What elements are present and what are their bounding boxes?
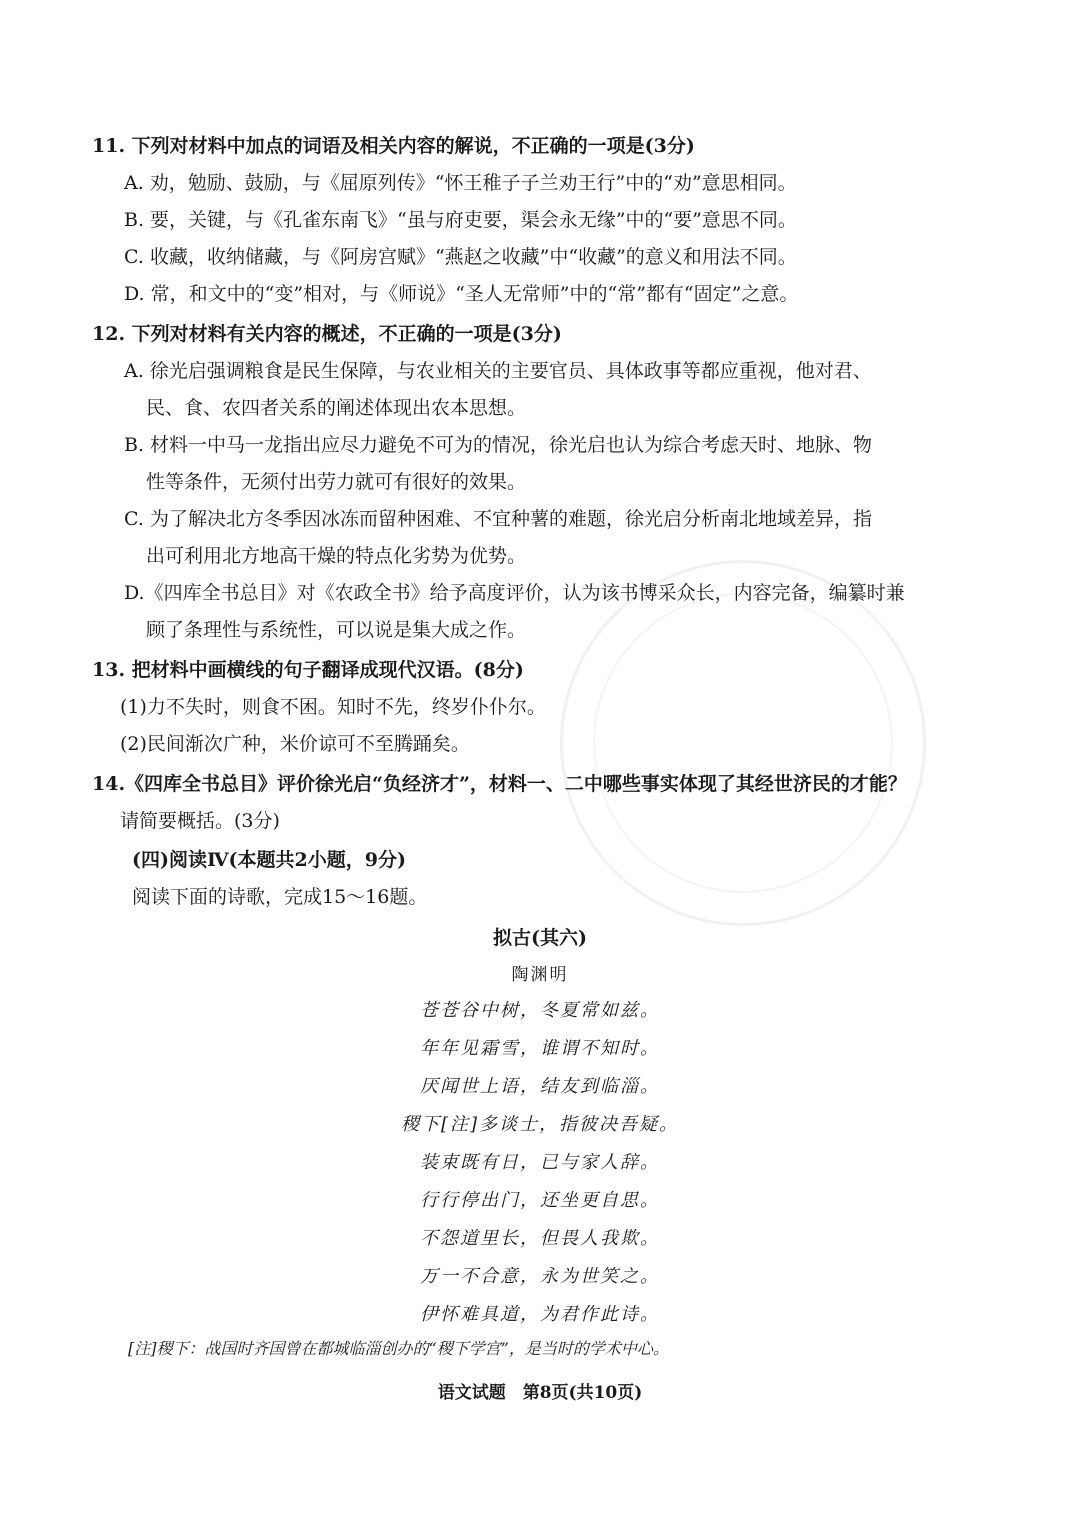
option-b-line-2: 性等条件，无须付出劳力就可有很好的效果。 [146,471,527,493]
question-12-option-b [92,427,952,501]
question-12-option-d [92,575,952,649]
question-11-option-d: D. 常，和文中的“变”相对，与《师说》“圣人无常师”中的“常”都有“固定”之意。 [124,283,799,305]
footnote: [注]稷下：战国时齐国曾在都城临淄创办的“稷下学宫”，是当时的学术中心。 [128,1339,669,1358]
question-12-stem: 12. 下列对材料有关内容的概述，不正确的一项是(3分) [92,323,562,345]
poem-line-6: 行行停出门，还坐更自思。 [420,1190,660,1211]
section-4 [92,842,952,916]
option-a-line-1: A. 徐光启强调粮食是民生保障，与农业相关的主要官员、具体政事等都应重视，他对君、 [124,360,872,382]
poem-line-7: 不怨道里长，但畏人我欺。 [420,1228,660,1249]
poem-line-9: 伊怀难具道，为君作此诗。 [420,1304,660,1325]
question-12 [92,316,952,649]
question-13-stem: 13. 把材料中画横线的句子翻译成现代汉语。(8分) [92,659,524,681]
question-11 [92,128,952,313]
page-footer: 语文试题 第8页(共10页) [437,1383,643,1403]
option-d-line-2: 顾了条理性与系统性，可以说是集大成之作。 [146,619,527,641]
poem [0,918,1080,1334]
poem-line-3: 厌闻世上语，结友到临淄。 [420,1076,660,1097]
poem-line-2: 年年见霜雪，谁谓不知时。 [420,1038,660,1059]
option-c-line-1: C. 为了解决北方冬季因冰冻而留种困难、不宜种薯的难题，徐光启分析南北地域差异，指 [124,508,872,530]
question-13-item-1: (1)力不失时，则食不困。知时不先，终岁仆仆尔。 [120,696,546,718]
question-14-continuation: 请简要概括。(3分) [120,810,280,832]
question-14-stem: 14.《四库全书总目》评价徐光启“负经济才”，材料一、二中哪些事实体现了其经世济民的才能？ [92,773,907,795]
question-11-option-a: A. 劝，勉励、鼓励，与《屈原列传》“怀王稚子子兰劝王行”中的“劝”意思相同。 [124,172,797,194]
option-c-line-2: 出可利用北方地高干燥的特点化劣势为优势。 [146,545,527,567]
question-12-option-c [92,501,952,575]
poem-line-8: 万一不合意，永为世笑之。 [420,1266,660,1287]
option-b-line-1: B. 材料一中马一龙指出应尽力避免不可为的情况，徐光启也认为综合考虑天时、地脉、物 [124,434,873,456]
poem-author: 陶渊明 [511,965,569,985]
question-11-option-b: B. 要，关键，与《孔雀东南飞》“虽与府吏要，渠会永无缘”中的“要”意思不同。 [124,209,797,231]
question-13-item-2: (2)民间渐次广种，米价谅可不至腾踊矣。 [120,733,470,755]
poem-line-1: 苍苍谷中树，冬夏常如兹。 [420,1000,660,1021]
poem-line-5: 装束既有日，已与家人辞。 [420,1152,660,1173]
question-12-option-a [92,353,952,427]
poem-title: 拟古(其六) [493,927,587,949]
poem-line-4: 稷下[注]多谈士，指彼决吾疑。 [400,1114,680,1135]
section-4-heading: (四)阅读Ⅳ(本题共2小题，9分) [132,849,406,871]
question-14 [92,766,952,840]
section-4-intro: 阅读下面的诗歌，完成15～16题。 [132,886,428,908]
question-13 [92,652,952,763]
option-a-line-2: 民、食、农四者关系的阐述体现出农本思想。 [146,397,527,419]
question-11-option-c: C. 收藏，收纳储藏，与《阿房宫赋》“燕赵之收藏”中“收藏”的意义和用法不同。 [124,246,797,268]
question-11-stem: 11. 下列对材料中加点的词语及相关内容的解说，不正确的一项是(3分) [92,135,695,157]
option-d-line-1: D.《四库全书总目》对《农政全书》给予高度评价，认为该书博采众长，内容完备，编纂时兼 [124,582,905,604]
